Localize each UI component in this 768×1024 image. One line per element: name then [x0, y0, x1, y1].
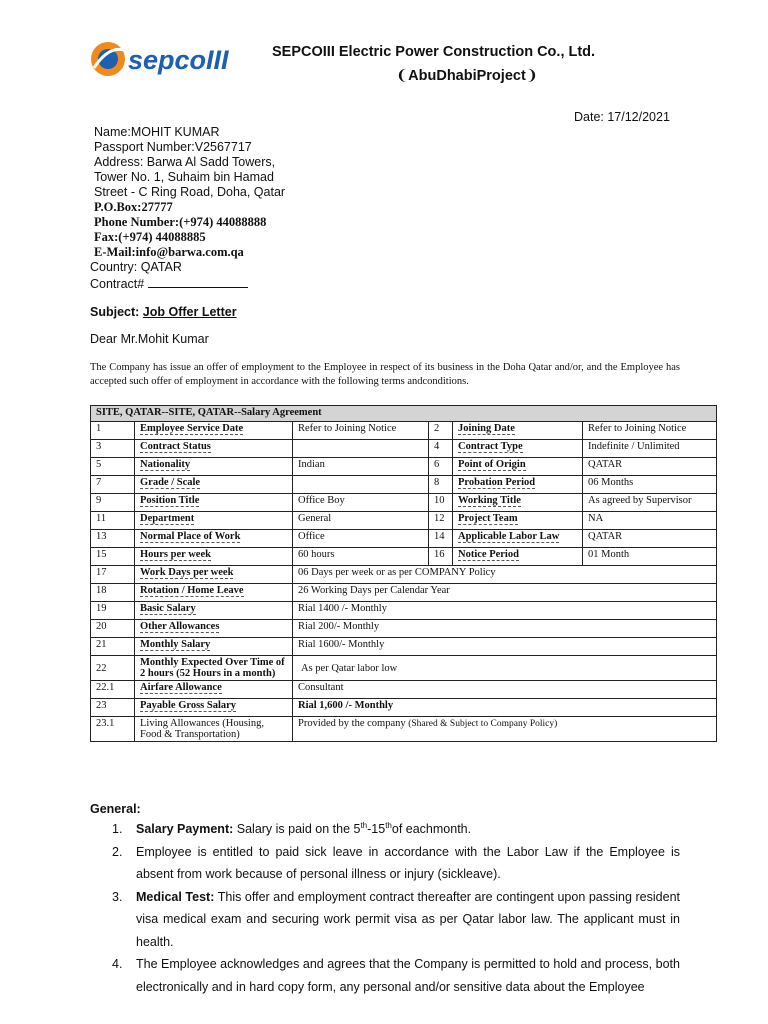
field-value [293, 476, 429, 494]
table-row [91, 530, 717, 548]
field-value: Rial 1,600 /- Monthly [293, 699, 717, 717]
row-number: 11 [91, 512, 135, 530]
row-number: 5 [91, 458, 135, 476]
field-value: Office [293, 530, 429, 548]
field-label: Notice Period [453, 548, 583, 566]
list-item: 4. The Employee acknowledges and agrees that the Company is permitted to hold and process, both electronically and in hard copy form, any personal and/or sensitive data about the Employee [112, 957, 680, 994]
contract-blank-line [148, 275, 248, 288]
field-label: Point of Origin [453, 458, 583, 476]
field-label: Grade / Scale [135, 476, 293, 494]
row-number: 23 [91, 699, 135, 717]
passport-number: Passport Number:V2567717 [94, 140, 252, 154]
row-number: 2 [429, 422, 453, 440]
field-label: Basic Salary [135, 602, 293, 620]
table-title: SITE, QATAR--SITE, QATAR--Salary Agreement [91, 406, 717, 422]
field-label: Rotation / Home Leave [135, 584, 293, 602]
address-line-3: Street - C Ring Road, Doha, Qatar [94, 185, 286, 199]
table-row [91, 602, 717, 620]
row-number: 12 [429, 512, 453, 530]
email-address: E-Mail:info@barwa.com.qa [94, 245, 244, 259]
recipient-address [90, 125, 286, 292]
subject-line: Subject: Job Offer Letter [90, 305, 237, 319]
field-value: 26 Working Days per Calendar Year [293, 584, 717, 602]
field-label: Hours per week [135, 548, 293, 566]
recipient-name: Name:MOHIT KUMAR [94, 125, 220, 139]
field-label: Nationality [135, 458, 293, 476]
salary-agreement-table [90, 405, 717, 742]
field-value: Refer to Joining Notice [583, 422, 717, 440]
table-row [91, 440, 717, 458]
field-label: Project Team [453, 512, 583, 530]
field-value: Indefinite / Unlimited [583, 440, 717, 458]
field-label: Work Days per week [135, 566, 293, 584]
row-number: 13 [91, 530, 135, 548]
field-value: 06 Days per week or as per COMPANY Policy [293, 566, 717, 584]
table-row [91, 458, 717, 476]
field-value: 06 Months [583, 476, 717, 494]
field-label: Contract Status [135, 440, 293, 458]
field-label: Probation Period [453, 476, 583, 494]
field-value: 01 Month [583, 548, 717, 566]
project-name: ❨AbuDhabiProject❩ [396, 68, 538, 84]
field-value: As agreed by Supervisor [583, 494, 717, 512]
field-value: Rial 1600/- Monthly [293, 638, 717, 656]
field-label: Employee Service Date [135, 422, 293, 440]
field-label: Other Allowances [135, 620, 293, 638]
table-row [91, 512, 717, 530]
table-row [91, 699, 717, 717]
po-box: P.O.Box:27777 [94, 200, 173, 214]
row-number: 4 [429, 440, 453, 458]
field-value: Rial 200/- Monthly [293, 620, 717, 638]
field-value: Provided by the company (Shared & Subject to Company Policy) [293, 717, 717, 742]
table-row [91, 656, 717, 681]
row-number: 14 [429, 530, 453, 548]
table-row [91, 476, 717, 494]
letter-date: Date: 17/12/2021 [574, 110, 670, 124]
field-value: As per Qatar labor low [293, 656, 717, 681]
table-row [91, 548, 717, 566]
sepco-logo [88, 38, 244, 80]
table-row [91, 681, 717, 699]
field-value: QATAR [583, 530, 717, 548]
table-row [91, 494, 717, 512]
field-label: Contract Type [453, 440, 583, 458]
row-number: 10 [429, 494, 453, 512]
row-number: 22.1 [91, 681, 135, 699]
subject-value: Job Offer Letter [142, 305, 237, 319]
row-number: 19 [91, 602, 135, 620]
list-item: 3. Medical Test: This offer and employment contract thereafter are contingent upon passing resident visa medical exam and securing work permit visa as per Qatar labor law. The applicant must in health. [112, 889, 680, 949]
contract-number: Contract# [90, 275, 285, 292]
field-value: Refer to Joining Notice [293, 422, 429, 440]
field-value: Consultant [293, 681, 717, 699]
close-paren-glyph: ❩ [525, 68, 538, 84]
row-number: 22 [91, 656, 135, 681]
table-row [91, 717, 717, 742]
phone-number: Phone Number:(+974) 44088888 [94, 215, 267, 229]
field-label: Monthly Salary [135, 638, 293, 656]
table-row [91, 584, 717, 602]
row-number: 8 [429, 476, 453, 494]
row-number: 18 [91, 584, 135, 602]
table-row [91, 566, 717, 584]
row-number: 23.1 [91, 717, 135, 742]
address-line-2: Tower No. 1, Suhaim bin Hamad [94, 170, 274, 184]
table-title-row [91, 406, 717, 422]
open-paren-glyph: ❨ [396, 68, 409, 84]
list-item: 2. Employee is entitled to paid sick leave in accordance with the Labor Law if the Employee is absent from work because of personal illness or injury (sickleave). [112, 844, 680, 881]
company-name: SEPCOIII Electric Power Construction Co., Ltd. [272, 44, 596, 60]
list-item: 1. Salary Payment: Salary is paid on the 5th-15thof eachmonth. [112, 820, 472, 836]
general-list [90, 818, 680, 998]
row-number: 15 [91, 548, 135, 566]
row-number: 17 [91, 566, 135, 584]
field-label: Applicable Labor Law [453, 530, 583, 548]
row-number: 3 [91, 440, 135, 458]
row-number: 16 [429, 548, 453, 566]
field-label: Department [135, 512, 293, 530]
field-value: Rial 1400 /- Monthly [293, 602, 717, 620]
table-row [91, 638, 717, 656]
field-value: QATAR [583, 458, 717, 476]
field-value [293, 440, 429, 458]
field-value: 60 hours [293, 548, 429, 566]
intro-paragraph: The Company has issue an offer of employment to the Employee in respect of its business in the Doha Qatar and/or, and the Employee has accepted such offer of employment in accordance with the following terms andconditions. [90, 362, 680, 387]
field-label: Payable Gross Salary [135, 699, 293, 717]
field-label: Monthly Expected Over Time of 2 hours (52 Hours in a month) [135, 656, 293, 681]
row-number: 20 [91, 620, 135, 638]
field-label: Working Title [453, 494, 583, 512]
row-number: 7 [91, 476, 135, 494]
country: Country: QATAR [90, 260, 182, 274]
field-value: NA [583, 512, 717, 530]
row-number: 21 [91, 638, 135, 656]
table-row [91, 620, 717, 638]
general-heading: General: [90, 802, 141, 816]
salutation: Dear Mr.Mohit Kumar [90, 332, 209, 346]
field-label: Joining Date [453, 422, 583, 440]
row-number: 6 [429, 458, 453, 476]
address-line-1: Address: Barwa Al Sadd Towers, [94, 155, 276, 169]
row-number: 1 [91, 422, 135, 440]
field-value: Office Boy [293, 494, 429, 512]
table-row [91, 422, 717, 440]
row-number: 9 [91, 494, 135, 512]
fax-number: Fax:(+974) 44088885 [94, 230, 206, 244]
logo-text: sepcoIII [128, 45, 229, 75]
field-value: General [293, 512, 429, 530]
field-label: Airfare Allowance [135, 681, 293, 699]
field-label: Position Title [135, 494, 293, 512]
field-label: Normal Place of Work [135, 530, 293, 548]
field-label: Living Allowances (Housing, Food & Transportation) [135, 717, 293, 742]
field-value: Indian [293, 458, 429, 476]
